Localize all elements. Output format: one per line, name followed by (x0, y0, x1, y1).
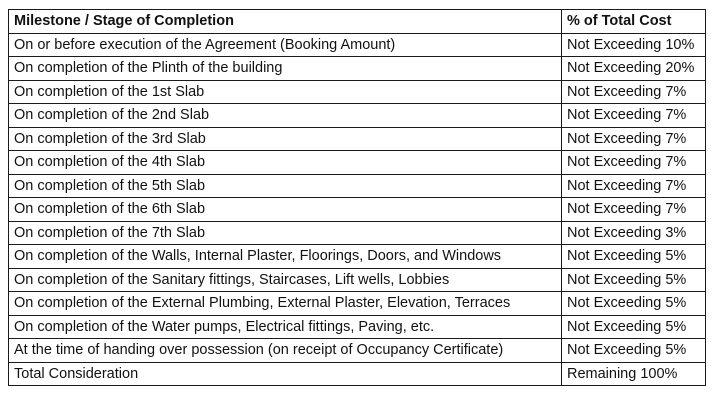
table-row (9, 151, 706, 175)
cost-percent-cell: Not Exceeding 5% (562, 315, 706, 339)
table-row (9, 57, 706, 81)
milestone-cell: On completion of the External Plumbing, External Plaster, Elevation, Terraces (9, 292, 562, 316)
payment-schedule-table (8, 9, 706, 386)
milestone-cell: At the time of handing over possession (on receipt of Occupancy Certificate) (9, 339, 562, 363)
milestone-cell: On completion of the Plinth of the building (9, 57, 562, 81)
milestone-cell: On completion of the 3rd Slab (9, 127, 562, 151)
cost-percent-cell: Not Exceeding 5% (562, 292, 706, 316)
table-header (9, 10, 706, 34)
table-row (9, 245, 706, 269)
table-row (9, 104, 706, 128)
table-row (9, 174, 706, 198)
cost-percent-cell: Not Exceeding 7% (562, 80, 706, 104)
cost-percent-cell: Not Exceeding 20% (562, 57, 706, 81)
table-row (9, 127, 706, 151)
column-header-milestone: Milestone / Stage of Completion (9, 10, 562, 34)
milestone-cell: On completion of the Sanitary fittings, Staircases, Lift wells, Lobbies (9, 268, 562, 292)
cost-percent-cell: Not Exceeding 5% (562, 245, 706, 269)
column-header-cost-percent: % of Total Cost (562, 10, 706, 34)
cost-percent-cell: Not Exceeding 7% (562, 104, 706, 128)
total-value-cell: Remaining 100% (562, 362, 706, 386)
header-row (9, 10, 706, 34)
milestone-cell: On completion of the Walls, Internal Plaster, Floorings, Doors, and Windows (9, 245, 562, 269)
milestone-cell: On completion of the 7th Slab (9, 221, 562, 245)
cost-percent-cell: Not Exceeding 7% (562, 151, 706, 175)
table-body (9, 33, 706, 386)
table-row (9, 221, 706, 245)
milestone-cell: On completion of the 6th Slab (9, 198, 562, 222)
table-row (9, 339, 706, 363)
table-row (9, 315, 706, 339)
milestone-cell: On completion of the 5th Slab (9, 174, 562, 198)
cost-percent-cell: Not Exceeding 7% (562, 127, 706, 151)
table-row (9, 80, 706, 104)
cost-percent-cell: Not Exceeding 7% (562, 198, 706, 222)
total-label-cell: Total Consideration (9, 362, 562, 386)
milestone-cell: On completion of the 1st Slab (9, 80, 562, 104)
total-row (9, 362, 706, 386)
cost-percent-cell: Not Exceeding 5% (562, 268, 706, 292)
table-row (9, 268, 706, 292)
cost-percent-cell: Not Exceeding 3% (562, 221, 706, 245)
table-row (9, 33, 706, 57)
table-row (9, 292, 706, 316)
milestone-cell: On or before execution of the Agreement (Booking Amount) (9, 33, 562, 57)
cost-percent-cell: Not Exceeding 7% (562, 174, 706, 198)
milestone-cell: On completion of the 4th Slab (9, 151, 562, 175)
milestone-cell: On completion of the 2nd Slab (9, 104, 562, 128)
table-row (9, 198, 706, 222)
milestone-cell: On completion of the Water pumps, Electrical fittings, Paving, etc. (9, 315, 562, 339)
cost-percent-cell: Not Exceeding 5% (562, 339, 706, 363)
cost-percent-cell: Not Exceeding 10% (562, 33, 706, 57)
